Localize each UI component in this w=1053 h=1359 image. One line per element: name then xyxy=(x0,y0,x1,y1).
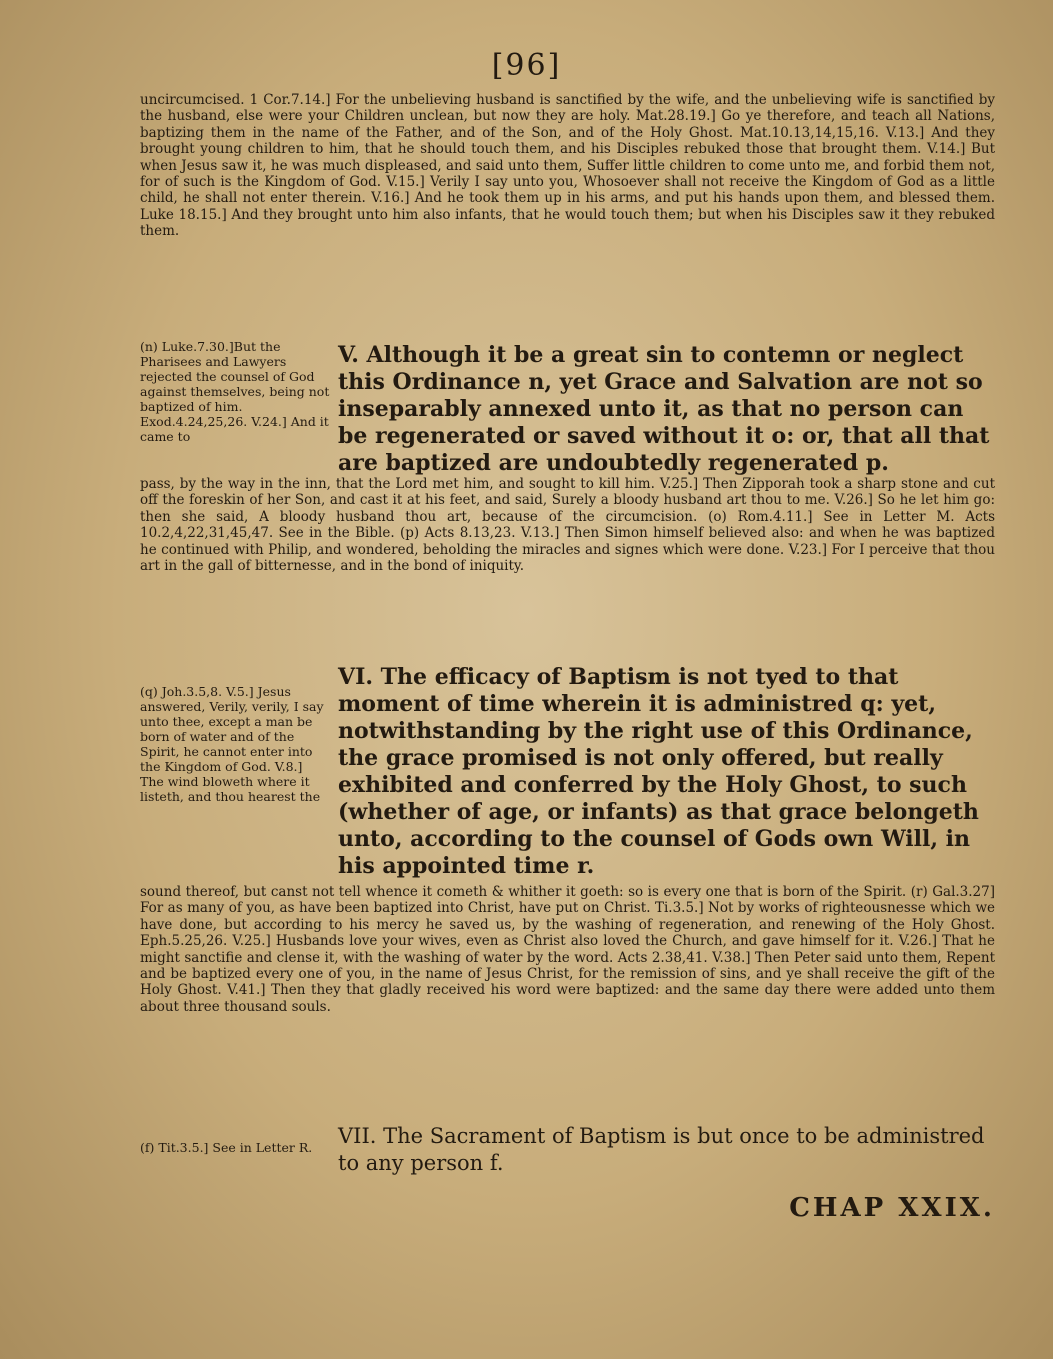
margin-note-f: (f) Tit.3.5.] See in Letter R. xyxy=(140,1140,313,1155)
scripture-proofs-paragraph-2: pass, by the way in the inn, that the Lord met him, and sought to kill him. V.25.] Then Zipporah took a sharp stone and cut off the foreskin of her Son, and cast it at his feet, and said, Surely a bloody husband art thou to me. V.26.] So he let him go: then she said, A bloody husband thou art, because of the circumcision. (o) Rom.4.11.] See in Letter M. Acts 10.2,4,22,31,45,47. See in the Bible. (p) Acts 8.13,23. V.13.] Then Simon himself believed also: and when he was baptized he continued with Philip, and wondered, beholding the miracles and signes which were done. V.23.] For I perceive that thou art in the gall of bitternesse, and in the bond of iniquity. xyxy=(140,476,995,575)
chapter-catchword: CHAP XXIX. xyxy=(789,1193,995,1223)
article-7-text: VII. The Sacrament of Baptism is but once to be administred to any person f. xyxy=(338,1124,985,1175)
scripture-proofs-paragraph-3: sound thereof, but canst not tell whence it cometh & whither it goeth: so is every one that is born of the Spirit. (r) Gal.3.27] For as many of you, as have been baptized into Christ, have put on Christ. Ti.3.5.] Not by works of righteousnesse which we have done, but according to his mercy he saved us, by the washing of regeneration, and renewing of the Holy Ghost. Eph.5.25,26. V.25.] Husbands love your wives, even as Christ also loved the Church, and gave himself for it. V.26.] That he might sanctifie and clense it, with the washing of water by the word. Acts 2.38,41. V.38.] Then Peter said unto them, Repent and be baptized every one of you, in the name of Jesus Christ, for the remission of sins, and ye shall receive the gift of the Holy Ghost. V.41.] Then they that gladly received his word were baptized: and the same day there were added unto them about three thousand souls. xyxy=(140,884,995,1015)
margin-note-n: (n) Luke.7.30.]But the Pharisees and Lawyers rejected the counsel of God against themselves, being not baptized of him. Exod.4.24,25,26. V.24.] And it came to xyxy=(140,339,330,444)
scripture-proofs-paragraph-1: uncircumcised. 1 Cor.7.14.] For the unbelieving husband is sanctified by the wife, and the unbelieving wife is sanctified by the husband, else were your Children unclean, but now they are holy. Mat.28.19.] Go ye therefore, and teach all Nations, baptizing them in the name of the Father, and of the Son, and of the Holy Ghost. Mat.10.13,14,15,16. V.13.] And they brought young children to him, that he should touch them, and his Disciples rebuked those that brought them. V.14.] But when Jesus saw it, he was much displeased, and said unto them, Suffer little children to come unto me, and forbid them not, for of such is the Kingdom of God. V.15.] Verily I say unto you, Whosoever shall not receive the Kingdom of God as a little child, he shall not enter therein. V.16.] And he took them up in his arms, and put his hands upon them, and blessed them. Luke 18.15.] And they brought unto him also infants, that he would touch them; but when his Disciples saw it they rebuked them. xyxy=(140,92,995,240)
article-5-text: V. Although it be a great sin to contemn or neglect this Ordinance n, yet Grace and Salvation are not so inseparably annexed unto it, as that no person can be regenerated or saved without it o: or, that all that are baptized are undoubtedly regenerated p. xyxy=(338,342,990,476)
article-6-text: VI. The efficacy of Baptism is not tyed to that moment of time wherein it is administred q: yet, notwithstanding by the right use of this Ordinance, the grace promised is not only offered, but really exhibited and conferred by the Holy Ghost, to such (whether of age, or infants) as that grace belongeth unto, according to the counsel of Gods own Will, in his appointed time r. xyxy=(338,664,979,879)
margin-note-q: (q) Joh.3.5,8. V.5.] Jesus answered, Verily, verily, I say unto thee, except a man be born of water and of the Spirit, he cannot enter into the Kingdom of God. V.8.] The wind bloweth where it listeth, and thou hearest the xyxy=(140,684,324,804)
page-number: [96] xyxy=(491,48,562,83)
